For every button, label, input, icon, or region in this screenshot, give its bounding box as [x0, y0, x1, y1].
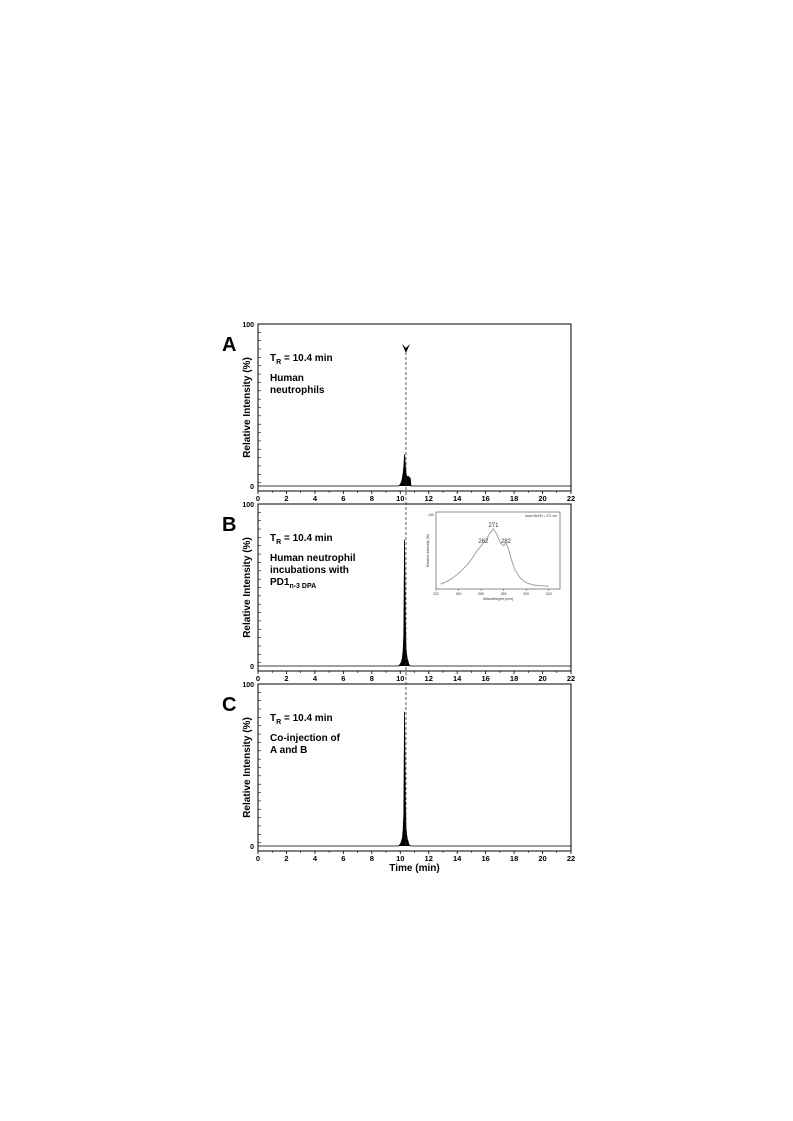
x-axis-label: Time (min)	[389, 863, 440, 874]
y-tick-label: 100	[242, 682, 254, 689]
x-tick-label: 2	[284, 674, 289, 683]
x-tick-label: 8	[369, 674, 374, 683]
x-tick-label: 2	[284, 854, 289, 863]
chromatogram-peak-fill	[258, 712, 571, 846]
x-tick-label: 6	[341, 854, 346, 863]
sample-description: $PD1_{n-3 DPA}$	[270, 577, 317, 590]
y-tick-label: 0	[250, 664, 254, 671]
retention-time-annotation: $T_R = 10.4$ min	[270, 353, 333, 366]
inset-legend: λmax MeOH = 271 nm	[525, 514, 557, 518]
x-tick-label: 8	[369, 494, 374, 503]
inset-y-tick-label: 100	[428, 513, 434, 517]
x-tick-label: 16	[481, 494, 490, 503]
inset-x-tick-label: 300	[523, 592, 530, 596]
y-tick-label: 100	[242, 322, 254, 329]
x-tick-label: 10	[396, 674, 405, 683]
panel-a	[222, 322, 575, 503]
x-tick-label: 16	[481, 674, 490, 683]
x-tick-label: 20	[538, 494, 547, 503]
chromatogram-trace	[258, 712, 571, 846]
sample-description: incubations with	[270, 565, 349, 576]
inset-x-tick-label: 260	[478, 592, 485, 596]
x-tick-label: 2	[284, 494, 289, 503]
y-axis-label: Relative Intensity (%)	[242, 357, 253, 458]
x-tick-label: 0	[255, 674, 261, 683]
plot-frame	[258, 324, 571, 491]
panel-b	[222, 502, 575, 683]
x-tick-label: 4	[312, 854, 317, 863]
x-tick-label: 0	[255, 494, 261, 503]
inset-x-tick-label: 240	[455, 592, 462, 596]
x-tick-label: 16	[481, 854, 490, 863]
y-axis-label: Relative Intensity (%)	[242, 537, 253, 638]
x-tick-label: 20	[538, 854, 547, 863]
x-tick-label: 18	[509, 854, 519, 863]
inset-peak-label: 271	[488, 523, 499, 529]
inset-peak-label: 262	[478, 539, 489, 545]
x-tick-label: 4	[312, 494, 317, 503]
sample-description: neutrophils	[270, 385, 325, 396]
x-tick-label: 14	[453, 854, 462, 863]
sample-description: Co-injection of	[270, 733, 340, 744]
x-tick-label: 6	[341, 494, 346, 503]
x-tick-label: 8	[369, 854, 374, 863]
x-tick-label: 14	[453, 494, 462, 503]
plot-frame	[258, 684, 571, 851]
inset-x-tick-label: 280	[500, 592, 507, 596]
x-tick-label: 22	[566, 854, 576, 863]
peak-marker-arrow	[402, 344, 410, 353]
x-tick-label: 20	[538, 674, 547, 683]
x-tick-label: 12	[424, 494, 433, 503]
uv-spectrum-inset	[426, 512, 560, 601]
y-axis-label: Relative Intensity (%)	[242, 717, 253, 818]
inset-x-tick-label: 320	[545, 592, 552, 596]
y-tick-label: 0	[250, 844, 254, 851]
x-tick-label: 22	[566, 674, 576, 683]
retention-time-annotation: $T_R = 10.4$ min	[270, 713, 333, 726]
x-tick-label: 0	[255, 854, 261, 863]
retention-time-annotation: $T_R = 10.4$ min	[270, 533, 333, 546]
x-tick-label: 18	[509, 674, 519, 683]
panel-c	[222, 682, 575, 874]
y-tick-label: 100	[242, 502, 254, 509]
panel-letter: A	[222, 334, 237, 356]
inset-x-axis-label: Wavelength (nm)	[482, 596, 514, 601]
inset-peak-label: 282	[500, 539, 511, 545]
x-tick-label: 4	[312, 674, 317, 683]
x-tick-label: 12	[424, 854, 433, 863]
x-tick-label: 6	[341, 674, 346, 683]
x-tick-label: 12	[424, 674, 433, 683]
panel-letter: B	[222, 514, 237, 536]
chromatogram-trace	[258, 454, 571, 486]
x-tick-label: 18	[509, 494, 519, 503]
x-tick-label: 10	[396, 494, 405, 503]
inset-y-axis-label: Relative Intensity (%)	[426, 533, 430, 568]
sample-description: Human neutrophil	[270, 553, 356, 564]
y-tick-label: 0	[250, 484, 254, 491]
panel-letter: C	[222, 694, 237, 716]
x-tick-label: 14	[453, 674, 462, 683]
x-tick-label: 10	[396, 854, 405, 863]
x-tick-label: 22	[566, 494, 576, 503]
inset-x-tick-label: 220	[433, 592, 439, 596]
sample-description: Human	[270, 373, 304, 384]
chromatogram-peak-fill	[258, 454, 571, 486]
sample-description: A and B	[270, 745, 308, 756]
